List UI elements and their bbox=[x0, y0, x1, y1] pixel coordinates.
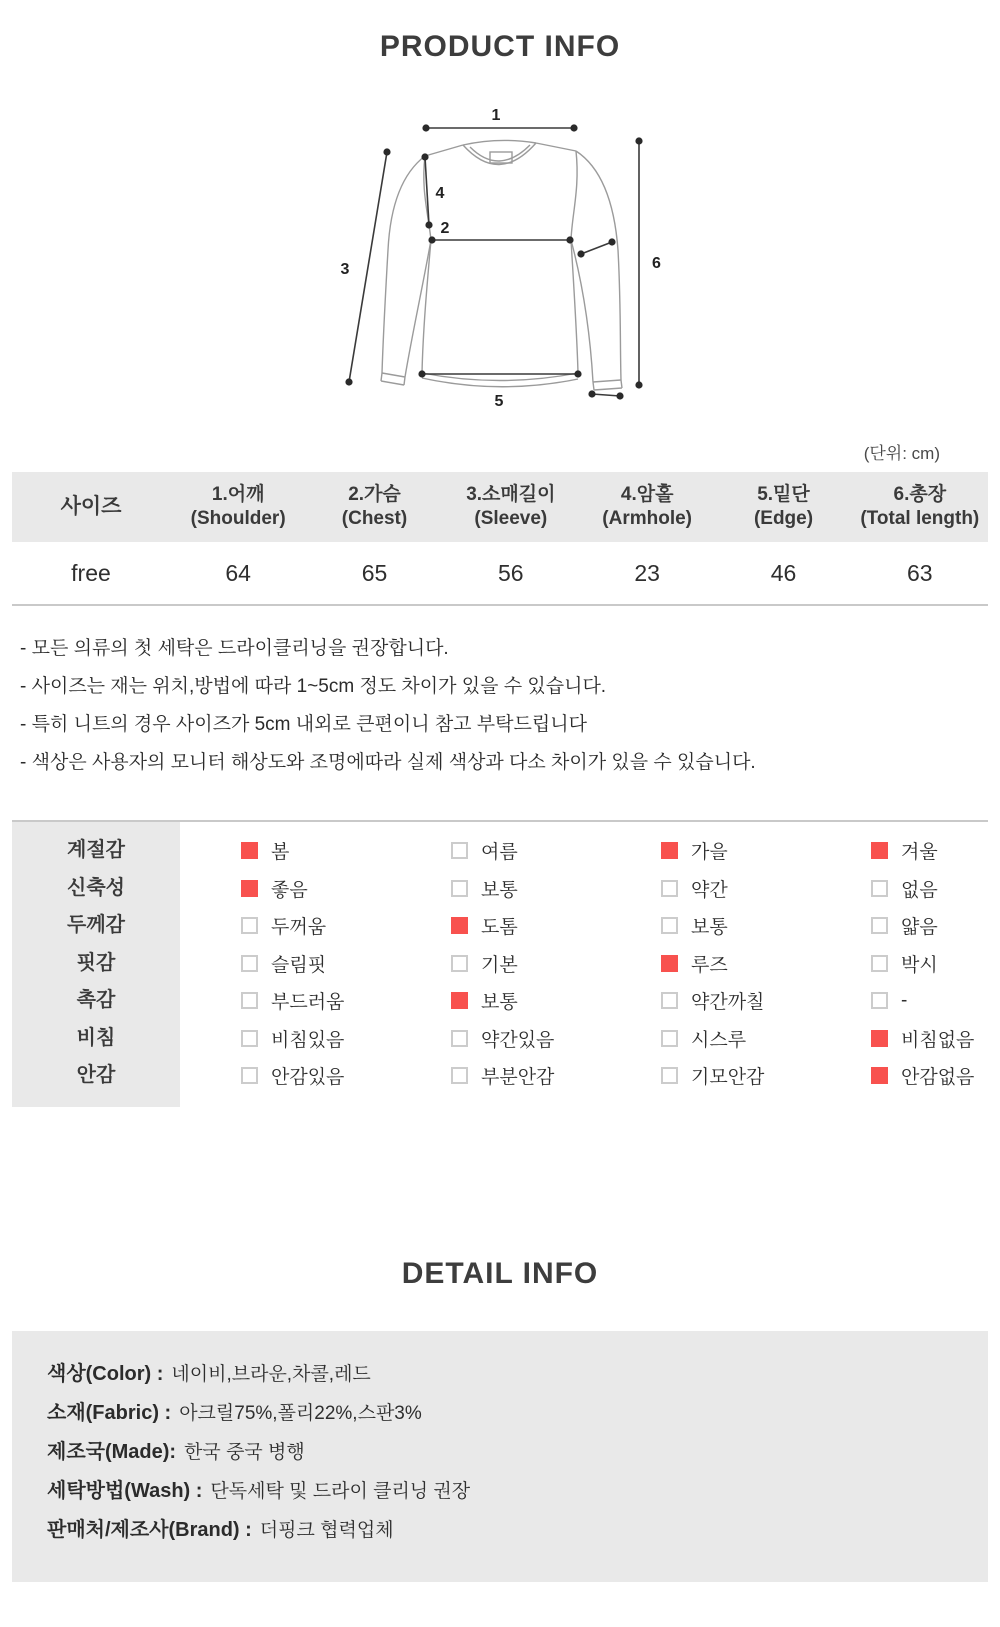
checkbox-icon bbox=[871, 842, 888, 859]
size-value: free bbox=[71, 559, 111, 586]
attr-row-thickness bbox=[241, 907, 988, 945]
attr-option: 안감없음 bbox=[871, 1062, 988, 1089]
attr-option: 슬림핏 bbox=[241, 950, 451, 977]
attr-option: 보통 bbox=[661, 912, 871, 939]
attr-option: 박시 bbox=[871, 950, 988, 977]
checkbox-icon bbox=[451, 880, 468, 897]
sleeve-value: 56 bbox=[498, 559, 524, 586]
attr-option: 안감있음 bbox=[241, 1062, 451, 1089]
checkbox-icon bbox=[241, 842, 258, 859]
attr-option: 비침있음 bbox=[241, 1025, 451, 1052]
attr-option: 가을 bbox=[661, 837, 871, 864]
measurement-diagram bbox=[300, 90, 700, 425]
attr-option: 두꺼움 bbox=[241, 912, 451, 939]
attr-option: 루즈 bbox=[661, 950, 871, 977]
checkbox-icon bbox=[661, 842, 678, 859]
checkbox-icon bbox=[871, 880, 888, 897]
attr-option: 약간 bbox=[661, 875, 871, 902]
col-header-chest: 2.가슴 (Chest) bbox=[341, 484, 408, 529]
col-header-total-length: 6.총장 (Total length) bbox=[860, 484, 980, 529]
attr-row-label-texture: 촉감 bbox=[76, 989, 116, 1011]
attr-option: 기본 bbox=[451, 950, 661, 977]
checkbox-icon bbox=[241, 992, 258, 1009]
chest-value: 65 bbox=[361, 559, 388, 586]
attr-option: 봄 bbox=[241, 837, 451, 864]
size-table-header-row bbox=[12, 472, 988, 542]
note-line: - 색상은 사용자의 모니터 해상도와 조명에따라 실제 색상과 다소 차이가 있을 수 있습니다. bbox=[20, 752, 756, 773]
edge-value: 46 bbox=[770, 559, 797, 586]
col-header-armhole: 4.암홀 (Armhole) bbox=[602, 484, 693, 529]
checkbox-icon bbox=[661, 1067, 678, 1084]
measurement-lines bbox=[349, 128, 639, 396]
measurement-dots bbox=[345, 124, 642, 399]
detail-color: 색상(Color) : 네이비,브라운,차콜,레드 bbox=[47, 1362, 371, 1385]
detail-info-title: DETAIL INFO bbox=[401, 1256, 599, 1290]
attribute-table bbox=[12, 820, 988, 1107]
checkbox-icon bbox=[241, 955, 258, 972]
attr-option: 도톰 bbox=[451, 912, 661, 939]
note-line: - 특히 니트의 경우 사이즈가 5cm 내외로 큰편이니 참고 부탁드립니다 bbox=[20, 714, 587, 735]
checkbox-icon bbox=[661, 1030, 678, 1047]
checkbox-icon bbox=[661, 880, 678, 897]
col-header-shoulder: 1.어깨 (Shoulder) bbox=[190, 484, 286, 529]
attr-option: 여름 bbox=[451, 837, 661, 864]
attr-option: 겨울 bbox=[871, 837, 988, 864]
detail-fabric: 소재(Fabric) : 아크릴75%,폴리22%,스판3% bbox=[47, 1401, 422, 1424]
attr-option: - bbox=[871, 990, 988, 1012]
attr-row-lining bbox=[241, 1057, 988, 1095]
checkbox-icon bbox=[871, 955, 888, 972]
attr-row-label-stretch: 신축성 bbox=[67, 876, 125, 899]
label-sleeve: 3 bbox=[340, 261, 350, 278]
checkbox-icon bbox=[661, 955, 678, 972]
attr-option: 약간있음 bbox=[451, 1025, 661, 1052]
attr-row-label-thickness: 두께감 bbox=[67, 914, 125, 936]
col-header-size: 사이즈 bbox=[60, 495, 122, 518]
col-header-edge: 5.밑단 (Edge) bbox=[753, 484, 814, 529]
checkbox-icon bbox=[451, 1067, 468, 1084]
label-chest: 2 bbox=[440, 220, 450, 237]
label-total-length: 6 bbox=[652, 255, 661, 272]
attr-row-season bbox=[241, 832, 988, 870]
attr-option: 비침없음 bbox=[871, 1025, 988, 1052]
unit-label: (단위: cm) bbox=[863, 444, 940, 463]
checkbox-icon bbox=[871, 917, 888, 934]
attr-row-texture bbox=[241, 982, 988, 1020]
attr-row-label-fit: 핏감 bbox=[76, 951, 116, 974]
shoulder-value: 64 bbox=[225, 559, 251, 586]
checkbox-icon bbox=[241, 880, 258, 897]
attr-option: 시스루 bbox=[661, 1025, 871, 1052]
attr-option: 없음 bbox=[871, 875, 988, 902]
care-notes bbox=[20, 630, 1000, 782]
size-table bbox=[12, 472, 988, 606]
attr-row-label-lining: 안감 bbox=[76, 1064, 116, 1086]
attr-option: 부분안감 bbox=[451, 1062, 661, 1089]
attr-row-label-season: 계절감 bbox=[67, 839, 125, 861]
attr-option: 얇음 bbox=[871, 912, 988, 939]
attr-row-stretch bbox=[241, 870, 988, 908]
note-line: - 사이즈는 재는 위치,방법에 따라 1~5cm 정도 차이가 있을 수 있습니다. bbox=[20, 676, 607, 697]
attr-row-sheerness bbox=[241, 1020, 988, 1058]
checkbox-icon bbox=[451, 917, 468, 934]
attr-row-fit bbox=[241, 945, 988, 983]
garment-outline bbox=[381, 140, 622, 390]
checkbox-icon bbox=[661, 992, 678, 1009]
detail-info-box bbox=[12, 1331, 988, 1582]
detail-made: 제조국(Made): 한국 중국 병행 bbox=[47, 1440, 305, 1463]
checkbox-icon bbox=[241, 1067, 258, 1084]
checkbox-icon bbox=[871, 992, 888, 1009]
attr-option: 보통 bbox=[451, 987, 661, 1014]
detail-brand: 판매처/제조사(Brand) : 더핑크 협력업체 bbox=[47, 1518, 394, 1541]
attr-option: 보통 bbox=[451, 875, 661, 902]
armhole-value: 23 bbox=[634, 559, 660, 586]
size-table-value-row bbox=[12, 542, 988, 604]
garment-diagram-svg bbox=[300, 90, 700, 425]
attr-option: 좋음 bbox=[241, 875, 451, 902]
checkbox-icon bbox=[871, 1030, 888, 1047]
col-header-sleeve: 3.소매길이 (Sleeve) bbox=[466, 484, 556, 529]
attr-row-label-sheerness: 비침 bbox=[76, 1026, 116, 1049]
checkbox-icon bbox=[451, 842, 468, 859]
label-edge: 5 bbox=[494, 393, 504, 410]
attribute-label-column bbox=[12, 822, 180, 1107]
checkbox-icon bbox=[661, 917, 678, 934]
checkbox-icon bbox=[451, 992, 468, 1009]
attr-option: 부드러움 bbox=[241, 987, 451, 1014]
attr-option: 기모안감 bbox=[661, 1062, 871, 1089]
checkbox-icon bbox=[451, 955, 468, 972]
label-armhole: 4 bbox=[435, 185, 445, 202]
attribute-options-column bbox=[180, 822, 988, 1107]
checkbox-icon bbox=[241, 1030, 258, 1047]
checkbox-icon bbox=[451, 1030, 468, 1047]
label-shoulder: 1 bbox=[491, 107, 501, 124]
total-length-value: 63 bbox=[907, 559, 933, 586]
checkbox-icon bbox=[871, 1067, 888, 1084]
page-title: PRODUCT INFO bbox=[379, 30, 621, 63]
note-line: - 모든 의류의 첫 세탁은 드라이클리닝을 권장합니다. bbox=[20, 638, 449, 659]
attr-option: 약간까칠 bbox=[661, 987, 871, 1014]
detail-wash: 세탁방법(Wash) : 단독세탁 및 드라이 클리닝 권장 bbox=[47, 1479, 471, 1502]
checkbox-icon bbox=[241, 917, 258, 934]
